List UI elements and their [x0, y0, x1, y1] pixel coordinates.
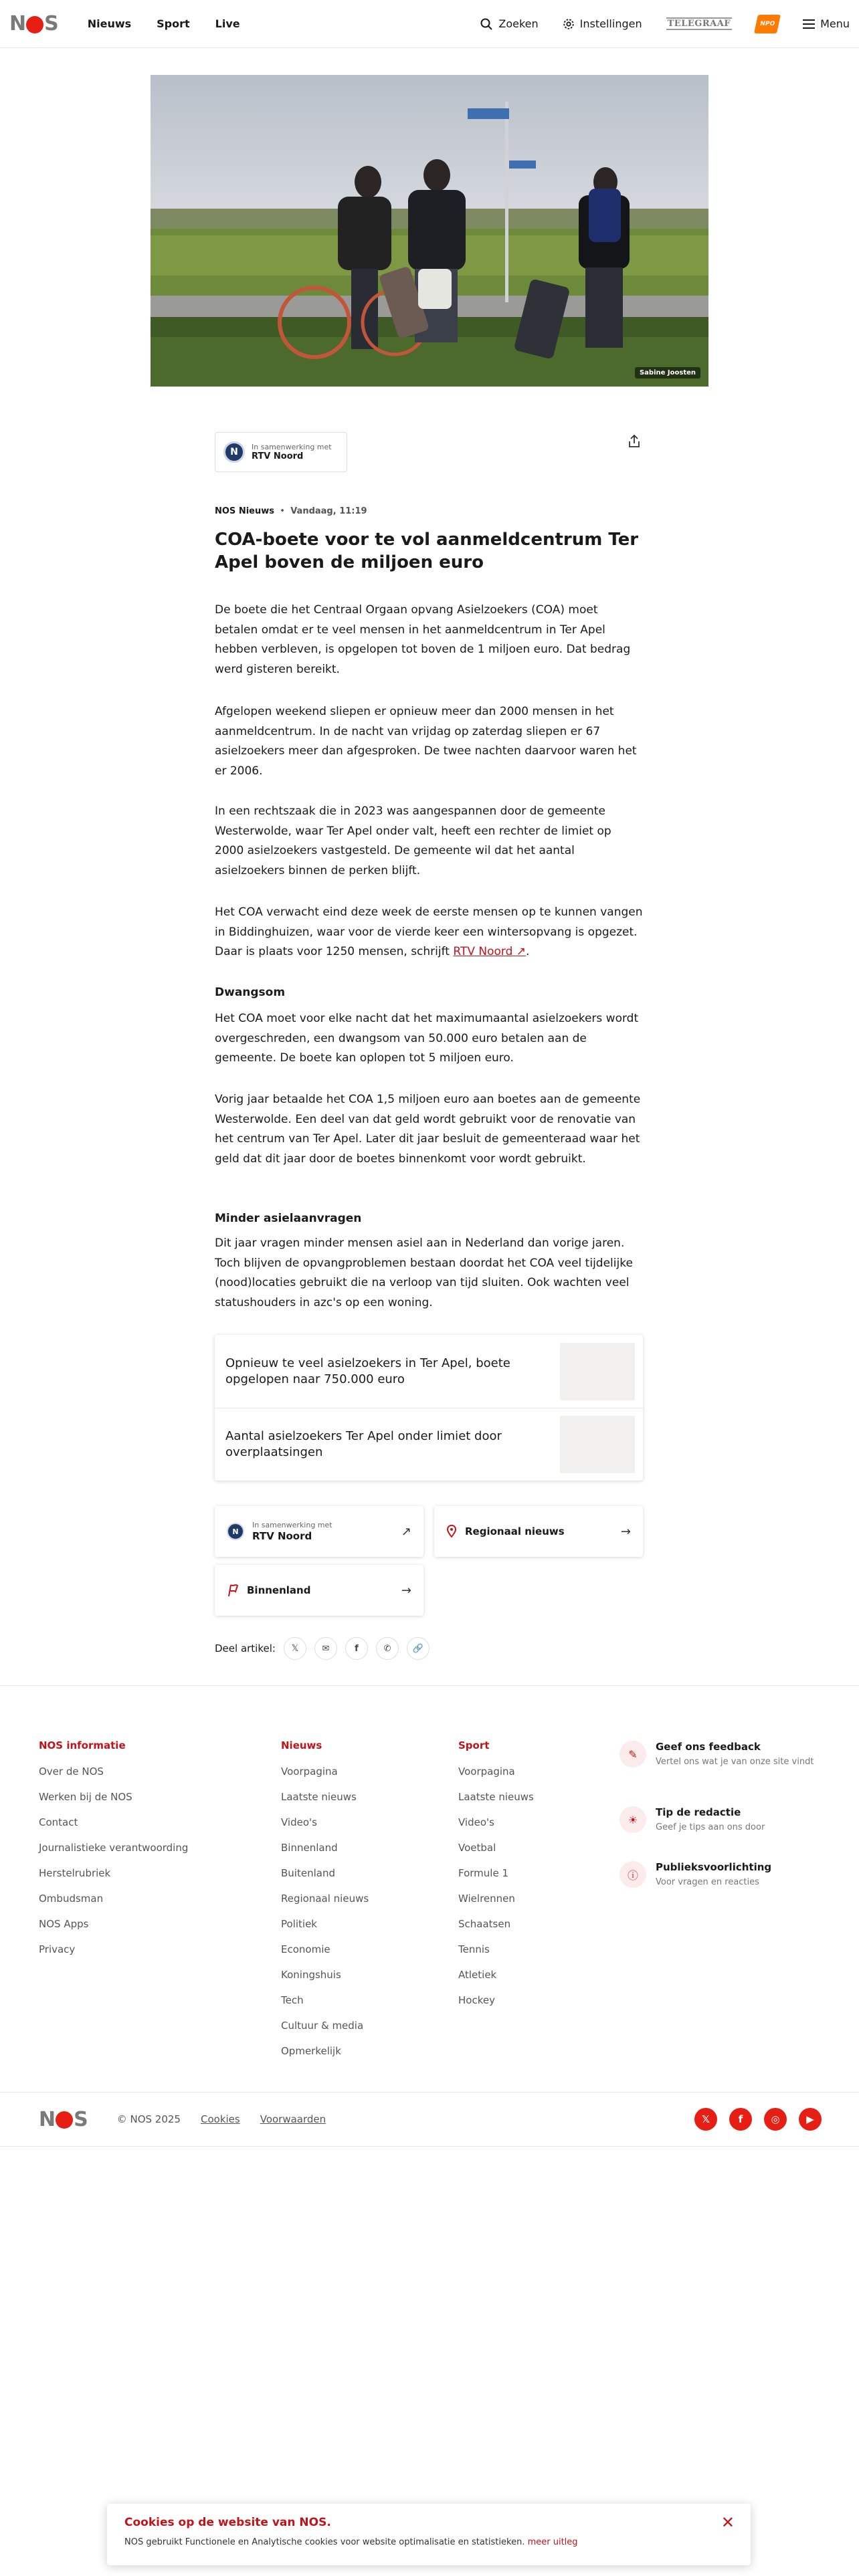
tag-card-binnenland[interactable] — [215, 1565, 423, 1616]
whatsapp-icon: ✆ — [383, 1643, 391, 1654]
footer-link[interactable]: Tech — [281, 1994, 304, 2006]
footer-link[interactable]: Voorpagina — [281, 1765, 338, 1778]
partner-intro: In samenwerking met — [252, 443, 332, 451]
footer-link[interactable]: Binnenland — [281, 1842, 338, 1854]
footer-link[interactable]: Contact — [39, 1816, 78, 1828]
rtv-noord-logo-icon: N — [223, 441, 245, 463]
share-link-button[interactable] — [407, 1637, 430, 1660]
cookie-more-link[interactable]: meer uitleg — [527, 2537, 578, 2547]
related-title: Aantal asielzoekers Ter Apel onder limiet door overplaatsingen — [225, 1429, 502, 1459]
footer-link[interactable]: Herstelrubriek — [39, 1867, 111, 1879]
footer-link[interactable]: Video's — [458, 1816, 494, 1828]
article-paragraph: Dit jaar vragen minder mensen asiel aan in Nederland dan vorige jaren. Toch blijven de opvangproblemen bestaan doordat het COA veel tijdelijke (nood)locaties gebruikt die na verloop van tijd sluiten. Ook wachten veel statushouders in azc's op een woning. — [215, 1237, 633, 1309]
tag-card-regionaal[interactable] — [434, 1506, 643, 1557]
help-sub: Vertel ons wat je van onze site vindt — [656, 1757, 814, 1767]
cookies-link[interactable]: Cookies — [200, 2113, 240, 2125]
help-title: Tip de redactie — [656, 1806, 741, 1818]
external-link-icon: ↗ — [512, 945, 527, 958]
footer-column-info — [39, 1739, 188, 1968]
footer-link[interactable]: Video's — [281, 1816, 317, 1828]
share-label: Deel artikel: — [215, 1642, 276, 1654]
article-text: . — [526, 945, 530, 958]
arrow-right-icon: → — [620, 1524, 631, 1539]
footer-link[interactable]: NOS Apps — [39, 1918, 89, 1930]
footer-link[interactable]: Atletiek — [458, 1969, 497, 1981]
related-title: Opnieuw te veel asielzoekers in Ter Apel, boete opgelopen naar 750.000 euro — [225, 1356, 510, 1386]
instagram-social-icon[interactable]: ◎ — [764, 2108, 787, 2131]
facebook-social-icon[interactable]: f — [729, 2108, 752, 2131]
subheading-asielaanvragen: Minder asielaanvragen — [215, 1212, 362, 1225]
search-button[interactable] — [480, 17, 538, 31]
settings-label: Instellingen — [579, 17, 642, 30]
search-label: Zoeken — [498, 17, 539, 30]
site-header — [0, 0, 859, 48]
info-item[interactable] — [619, 1861, 834, 1888]
share-icon[interactable] — [626, 433, 642, 449]
hero-image — [151, 75, 708, 387]
rtv-noord-link[interactable] — [453, 945, 526, 958]
x-social-icon[interactable]: 𝕏 — [694, 2108, 717, 2131]
article-meta — [215, 506, 643, 516]
footer-link[interactable]: Schaatsen — [458, 1918, 511, 1930]
share-row — [215, 1637, 430, 1660]
share-email-button[interactable] — [314, 1637, 337, 1660]
footer-bottom — [0, 2092, 859, 2147]
npo-logo-text: NPO — [759, 20, 776, 27]
partner-badge[interactable] — [215, 432, 347, 472]
cookie-text-body: NOS gebruikt Functionele en Analytische cookies voor website optimalisatie en statistieken. — [124, 2537, 528, 2547]
rtv-noord-link-text: RTV Noord — [453, 945, 513, 958]
telegraaf-logo[interactable]: TELEGRAAF — [667, 19, 731, 29]
terms-link[interactable]: Voorwaarden — [260, 2113, 326, 2125]
menu-label: Menu — [820, 17, 850, 30]
related-article[interactable] — [215, 1408, 643, 1481]
footer-link[interactable]: Cultuur & media — [281, 2020, 364, 2032]
footer-link[interactable]: Politiek — [281, 1918, 317, 1930]
help-sub: Geef je tips aan ons door — [656, 1822, 765, 1832]
link-icon: 🔗 — [412, 1643, 424, 1654]
photo-credit: Sabine Joosten — [635, 367, 700, 379]
arrow-right-icon: → — [401, 1583, 411, 1598]
npo-logo[interactable] — [754, 15, 781, 33]
article-paragraph: Vorig jaar betaalde het COA 1,5 miljoen euro aan boetes aan de gemeente Westerwolde. Een deel van dat geld wordt gebruikt voor de renovatie van het centrum van Ter Apel. Later dit jaar besluit de gemeenteraad waar het geld dat dit jaar door de boetes binnenkomt voor wordt gebruikt. — [215, 1093, 641, 1166]
footer-link[interactable]: Hockey — [458, 1994, 495, 2006]
subheading-dwangsom: Dwangsom — [215, 986, 286, 999]
article-paragraph — [215, 903, 643, 962]
settings-button[interactable] — [563, 17, 642, 30]
close-icon[interactable]: ✕ — [721, 2513, 735, 2532]
x-icon: 𝕏 — [291, 1643, 299, 1654]
footer-link[interactable]: Over de NOS — [39, 1765, 104, 1778]
nav-nieuws[interactable]: Nieuws — [87, 17, 132, 30]
social-links — [694, 2108, 822, 2131]
facebook-icon: f — [355, 1643, 359, 1654]
hamburger-icon — [803, 19, 815, 29]
menu-button[interactable] — [803, 17, 850, 30]
footer-column-nieuws — [281, 1739, 369, 2070]
footer-link[interactable]: Privacy — [39, 1943, 76, 1955]
footer-link[interactable]: Voorpagina — [458, 1765, 515, 1778]
info-icon: ⓘ — [619, 1861, 646, 1888]
article-time: Vandaag, 11:19 — [290, 506, 367, 516]
related-articles — [215, 1335, 643, 1481]
external-arrow-icon: ↗ — [401, 1524, 411, 1539]
footer-link[interactable]: Buitenland — [281, 1867, 335, 1879]
tag-label: Binnenland — [247, 1584, 311, 1596]
tag-label: RTV Noord — [252, 1530, 312, 1542]
footer-link[interactable]: Journalistieke verantwoording — [39, 1842, 189, 1854]
feedback-item[interactable] — [619, 1741, 834, 1767]
footer-link[interactable]: Ombudsman — [39, 1893, 104, 1905]
footer-column-sport — [458, 1739, 534, 2019]
tag-card-rtv-noord[interactable] — [215, 1506, 423, 1557]
share-x-button[interactable] — [284, 1637, 306, 1660]
footer-link[interactable]: Formule 1 — [458, 1867, 508, 1879]
help-sub: Voor vragen en reacties — [656, 1877, 759, 1887]
email-icon: ✉ — [322, 1643, 330, 1654]
tag-intro: In samenwerking met — [252, 1521, 332, 1529]
share-facebook-button[interactable] — [345, 1637, 368, 1660]
article-paragraph: Het COA moet voor elke nacht dat het maximumaantal asielzoekers wordt overgeschreden, een dwangsom van 50.000 euro betalen aan de gemeente. De boete kan oplopen tot 5 miljoen euro. — [215, 1012, 639, 1065]
cookie-text — [124, 2537, 733, 2547]
article-text: Het COA verwacht eind deze week de eerste mensen op te kunnen vangen in Biddinghuizen, waar voor de vierde keer een wintersopvang is opgezet. Daar is plaats voor 1250 mensen, schrijft — [215, 905, 643, 958]
cookie-title: Cookies op de website van NOS. — [124, 2516, 331, 2529]
article-title: COA-boete voor te vol aanmeldcentrum Ter Apel boven de miljoen euro — [215, 530, 639, 572]
footer-link[interactable]: Regionaal nieuws — [281, 1893, 369, 1905]
footer-link[interactable]: Opmerkelijk — [281, 2045, 341, 2057]
location-pin-icon — [446, 1525, 457, 1538]
article-paragraph: De boete die het Centraal Orgaan opvang Asielzoekers (COA) moet betalen omdat er te veel mensen in het aanmeldcentrum in Ter Apel hebben verbleven, is opgelopen tot boven de 1 miljoen euro. Dat bedrag werd gisteren bereikt. — [215, 603, 631, 676]
share-whatsapp-button[interactable] — [376, 1637, 399, 1660]
footer-heading: Sport — [458, 1739, 490, 1751]
nos-footer-logo[interactable]: N S — [39, 2107, 88, 2131]
meta-dot: • — [277, 506, 291, 516]
rtv-noord-logo-icon: N — [227, 1523, 244, 1540]
footer-link[interactable]: Laatste nieuws — [458, 1791, 534, 1803]
footer-heading: NOS informatie — [39, 1739, 126, 1751]
cookie-banner — [107, 2504, 751, 2565]
related-thumbnail — [560, 1343, 635, 1400]
copyright: © NOS 2025 — [116, 2113, 181, 2125]
help-title: Geef ons feedback — [656, 1741, 761, 1753]
tag-label: Regionaal nieuws — [465, 1525, 565, 1537]
footer-link[interactable]: Tennis — [458, 1943, 490, 1955]
related-article[interactable] — [215, 1335, 643, 1408]
lightbulb-icon: ☀ — [619, 1806, 646, 1833]
search-icon — [480, 17, 493, 31]
article-source: NOS Nieuws — [215, 506, 274, 516]
nav-sport[interactable]: Sport — [157, 17, 190, 30]
partner-name: RTV Noord — [252, 451, 304, 461]
tip-item[interactable] — [619, 1806, 834, 1833]
footer-link[interactable]: Economie — [281, 1943, 330, 1955]
footer-link[interactable]: Voetbal — [458, 1842, 496, 1854]
youtube-social-icon[interactable]: ▶ — [799, 2108, 822, 2131]
footer-link[interactable]: Koningshuis — [281, 1969, 341, 1981]
footer-link[interactable]: Werken bij de NOS — [39, 1791, 132, 1803]
main-nav — [88, 17, 240, 30]
flag-icon — [227, 1584, 239, 1597]
footer-heading: Nieuws — [281, 1739, 322, 1751]
footer-link[interactable]: Laatste nieuws — [281, 1791, 357, 1803]
feedback-icon: ✎ — [619, 1741, 646, 1767]
footer-link[interactable]: Wielrennen — [458, 1893, 515, 1905]
nav-live[interactable]: Live — [215, 17, 240, 30]
help-title: Publieksvoorlichting — [656, 1861, 772, 1873]
article-paragraph: In een rechtszaak die in 2023 was aangespannen door de gemeente Westerwolde, waar Ter Apel onder valt, heeft een rechter de limiet op 2000 asielzoekers vastgesteld. De gemeente wil dat het aantal asielzoekers binnen de perken blijft. — [215, 804, 611, 877]
article-paragraph: Afgelopen weekend sliepen er opnieuw meer dan 2000 mensen in het aanmeldcentrum. In de nacht van vrijdag op zaterdag sliepen er 67 asielzoekers meer dan afgesproken. De twee nachten daarvoor waren het er 2006. — [215, 705, 637, 778]
related-thumbnail — [560, 1416, 635, 1473]
footer — [0, 1685, 859, 2092]
nos-logo[interactable]: N S — [9, 12, 58, 35]
gear-icon — [563, 18, 575, 30]
